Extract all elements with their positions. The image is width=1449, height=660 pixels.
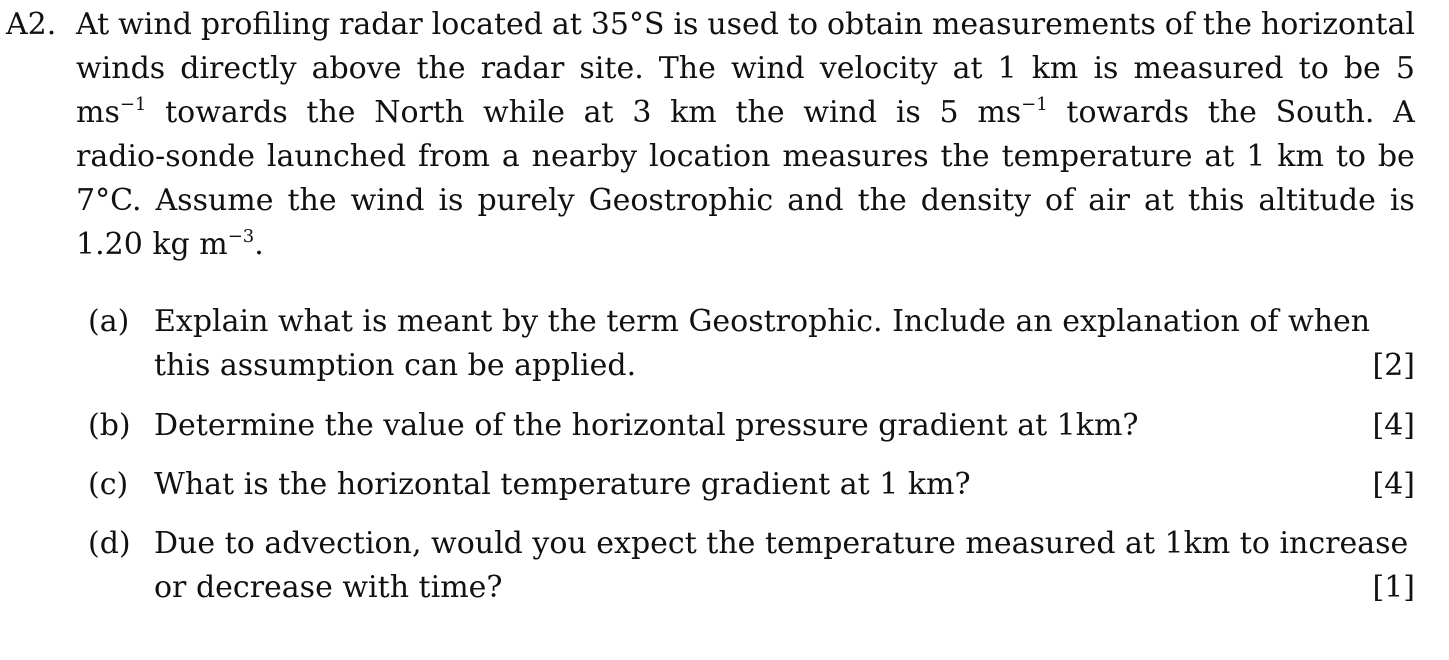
stem-word: wind	[350, 183, 425, 218]
stem-word: altitude	[1258, 183, 1376, 218]
stem-word: obtain	[826, 7, 924, 42]
question-stem	[76, 3, 1415, 267]
part-text-cont: this assumption can be applied.	[154, 348, 637, 383]
stem-word: 5	[1395, 51, 1415, 86]
stem-word: winds	[76, 51, 166, 86]
stem-line-2	[76, 47, 1415, 91]
marks: [1]	[1372, 570, 1415, 605]
stem-word: is	[438, 183, 464, 218]
stem-word: and	[787, 183, 844, 218]
stem-word: wind	[803, 95, 878, 130]
stem-word: measures	[782, 139, 929, 174]
unit-ms-1: $ms^{-1}$	[76, 94, 147, 130]
stem-word: wind	[730, 51, 805, 86]
stem-word: at	[1144, 183, 1174, 218]
stem-word: purely	[477, 183, 575, 218]
stem-word: located	[431, 7, 544, 42]
part-text: What is the horizontal temperature gradient at 1 km?	[154, 467, 971, 502]
part-label: (c)	[88, 467, 129, 502]
stem-word: while	[483, 95, 565, 130]
stem-word: measurements	[931, 7, 1156, 42]
part-text-cont: or decrease with time?	[154, 570, 503, 605]
stem-word: is	[1389, 183, 1415, 218]
stem-word: velocity	[819, 51, 938, 86]
stem-word: be	[1343, 51, 1381, 86]
stem-word: measured	[1133, 51, 1284, 86]
stem-word: temperature	[1001, 139, 1193, 174]
stem-word: km	[670, 95, 717, 130]
stem-word: towards	[1066, 95, 1190, 130]
stem-word: the	[287, 183, 337, 218]
marks: [4]	[1372, 408, 1415, 443]
stem-word: launched	[266, 139, 407, 174]
stem-word: to	[1335, 139, 1366, 174]
stem-line-5	[76, 179, 1415, 223]
stem-word: the	[857, 183, 907, 218]
stem-word: At	[76, 7, 110, 42]
question-number: A2.	[6, 7, 57, 42]
stem-word: 3	[632, 95, 652, 130]
stem-word: South.	[1275, 95, 1375, 130]
stem-word: air	[1088, 183, 1131, 218]
stem-word: at	[952, 51, 983, 86]
stem-word: profiling	[200, 7, 331, 42]
stem-word: the	[416, 51, 466, 86]
part-text: Determine the value of the horizontal pressure gradient at 1km?	[154, 408, 1139, 443]
stem-word: location	[649, 139, 771, 174]
stem-word: km	[1031, 51, 1079, 86]
stem-word: towards	[165, 95, 288, 130]
stem-word: km	[1277, 139, 1324, 174]
stem-word: above	[311, 51, 402, 86]
part-label: (a)	[88, 304, 130, 339]
stem-word: 7°C.	[76, 183, 142, 218]
part-label: (d)	[88, 526, 131, 561]
stem-word: used	[707, 7, 780, 42]
stem-word: the	[1207, 95, 1257, 130]
stem-word: A	[1393, 95, 1415, 130]
stem-line-1	[76, 3, 1415, 47]
stem-word: the	[1202, 7, 1252, 42]
stem-word: 35°S	[590, 7, 665, 42]
stem-word: is	[673, 7, 699, 42]
stem-word: the	[735, 95, 785, 130]
stem-word: wind	[118, 7, 192, 42]
part-text: Explain what is meant by the term Geostrophic. Include an explanation of when	[154, 304, 1371, 339]
stem-word: radar	[339, 7, 423, 42]
stem-word: this	[1187, 183, 1245, 218]
stem-word: of	[1045, 183, 1075, 218]
stem-word: to	[787, 7, 819, 42]
stem-word: a	[501, 139, 520, 174]
stem-word: of	[1164, 7, 1194, 42]
stem-word: North	[374, 95, 465, 130]
stem-word: 5	[939, 95, 959, 130]
stem-word: Geostrophic	[588, 183, 774, 218]
stem-word: directly	[180, 51, 297, 86]
stem-line-3	[76, 91, 1415, 135]
stem-word: is	[1093, 51, 1119, 86]
stem-word: the	[306, 95, 356, 130]
stem-line-4	[76, 135, 1415, 179]
stem-word: radar	[480, 51, 565, 86]
stem-word: density	[920, 183, 1032, 218]
stem-word: horizontal	[1260, 7, 1415, 42]
stem-word: The	[658, 51, 716, 86]
marks: [2]	[1372, 348, 1415, 383]
stem-word: the	[940, 139, 990, 174]
stem-word: from	[418, 139, 490, 174]
stem-word: site.	[579, 51, 644, 86]
stem-word: at	[551, 7, 582, 42]
stem-word: at	[583, 95, 614, 130]
marks: [4]	[1372, 467, 1415, 502]
part-text: Due to advection, would you expect the temperature measured at 1km to increase	[154, 526, 1409, 561]
stem-word: 1	[997, 51, 1017, 86]
stem-word: Assume	[155, 183, 274, 218]
stem-word: is	[895, 95, 921, 130]
stem-word: radio-sonde	[76, 139, 255, 174]
unit-ms-2: $ms^{-1}$	[977, 94, 1048, 130]
stem-word: to	[1298, 51, 1329, 86]
stem-word: nearby	[531, 139, 638, 174]
stem-line-6: 1.20 kg $m^{-3}$.	[76, 226, 264, 262]
part-label: (b)	[88, 408, 131, 443]
stem-word: at	[1204, 139, 1235, 174]
stem-word: be	[1377, 139, 1415, 174]
stem-word: 1	[1246, 139, 1266, 174]
